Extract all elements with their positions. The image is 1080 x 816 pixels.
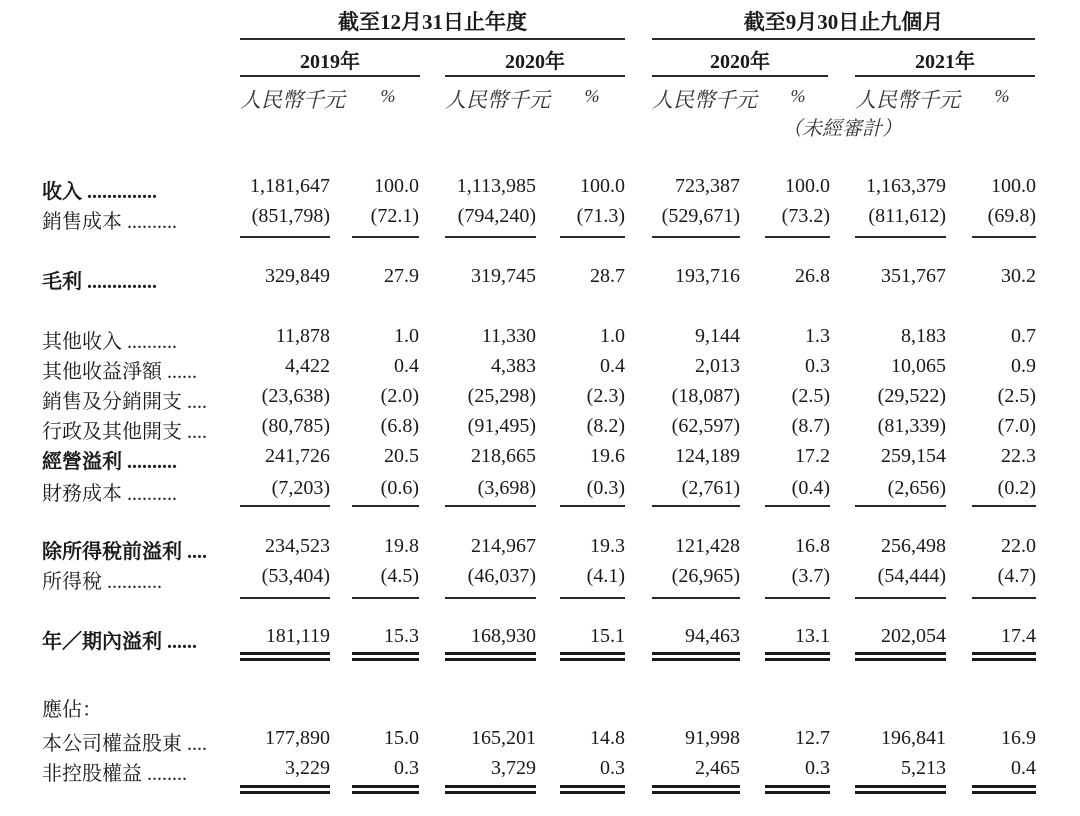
percent-cell: 22.0 (1001, 535, 1036, 557)
subtotal-rule (445, 236, 536, 238)
amount-cell: (81,339) (877, 415, 946, 437)
row-label: 應佔： (42, 699, 102, 721)
amount-cell: 10,065 (891, 355, 946, 377)
row-label: 銷售及分銷開支 .... (42, 391, 207, 413)
period-header-annual: 截至12月31日止年度 (338, 10, 527, 34)
amount-cell: (529,671) (661, 205, 740, 227)
amount-cell: (29,522) (877, 385, 946, 407)
unaudited-note: （未經審計） (782, 118, 902, 140)
percent-cell: (6.8) (380, 415, 419, 437)
year-header-2020-nine-months: 2020年 (710, 51, 770, 73)
subtotal-rule (240, 597, 330, 599)
pct-label: % (380, 86, 396, 106)
amount-cell: 5,213 (901, 757, 946, 779)
amount-cell: 165,201 (471, 727, 536, 749)
amount-cell: 2,465 (695, 757, 740, 779)
subtotal-rule (240, 236, 330, 238)
percent-cell: 13.1 (795, 625, 830, 647)
unit-label: 人民幣千元 (855, 88, 960, 112)
percent-cell: (0.6) (380, 477, 419, 499)
amount-cell: (53,404) (261, 565, 330, 587)
amount-cell: 4,383 (491, 355, 536, 377)
row-label: 財務成本 .......... (42, 483, 177, 505)
subtotal-rule (972, 505, 1036, 507)
unit-label: 人民幣千元 (240, 88, 345, 112)
total-double-rule (855, 785, 946, 794)
total-double-rule (765, 785, 830, 794)
row-label: 非控股權益 ........ (42, 763, 187, 785)
amount-cell: 9,144 (695, 325, 740, 347)
total-double-rule (445, 652, 536, 661)
subtotal-rule (445, 505, 536, 507)
percent-cell: 0.3 (394, 757, 419, 779)
subtotal-rule (652, 597, 740, 599)
percent-cell: 100.0 (991, 175, 1036, 197)
percent-cell: (69.8) (987, 205, 1036, 227)
period-header-nine-months: 截至9月30日止九個月 (743, 10, 944, 34)
amount-cell: 202,054 (881, 625, 946, 647)
total-double-rule (560, 785, 625, 794)
amount-cell: (811,612) (868, 205, 946, 227)
subtotal-rule (855, 597, 946, 599)
percent-cell: 1.3 (805, 325, 830, 347)
row-label: 年／期內溢利 ...... (42, 631, 197, 653)
amount-cell: 2,013 (695, 355, 740, 377)
percent-cell: 16.8 (795, 535, 830, 557)
amount-cell: 259,154 (881, 445, 946, 467)
amount-cell: 329,849 (265, 265, 330, 287)
amount-cell: 3,729 (491, 757, 536, 779)
year-rule (855, 75, 1035, 77)
percent-cell: 0.4 (1011, 757, 1036, 779)
percent-cell: 0.4 (600, 355, 625, 377)
subtotal-rule (765, 505, 830, 507)
amount-cell: (54,444) (877, 565, 946, 587)
total-double-rule (765, 652, 830, 661)
percent-cell: (71.3) (576, 205, 625, 227)
row-label: 毛利 .............. (42, 271, 157, 293)
amount-cell: (851,798) (251, 205, 330, 227)
percent-cell: (2.5) (791, 385, 830, 407)
amount-cell: 3,229 (285, 757, 330, 779)
percent-cell: (3.7) (791, 565, 830, 587)
row-label: 收入 .............. (42, 181, 157, 203)
percent-cell: 12.7 (795, 727, 830, 749)
amount-cell: (91,495) (467, 415, 536, 437)
period-rule-annual (240, 38, 625, 40)
subtotal-rule (972, 236, 1036, 238)
amount-cell: (2,656) (887, 477, 946, 499)
percent-cell: 17.4 (1001, 625, 1036, 647)
subtotal-rule (445, 597, 536, 599)
total-double-rule (652, 652, 740, 661)
subtotal-rule (352, 597, 419, 599)
total-double-rule (352, 652, 419, 661)
total-double-rule (240, 785, 330, 794)
amount-cell: 193,716 (675, 265, 740, 287)
amount-cell: (18,087) (671, 385, 740, 407)
subtotal-rule (855, 236, 946, 238)
percent-cell: 1.0 (394, 325, 419, 347)
total-double-rule (972, 785, 1036, 794)
percent-cell: (2.5) (997, 385, 1036, 407)
year-header-2019: 2019年 (300, 51, 360, 73)
amount-cell: 1,181,647 (250, 175, 330, 197)
unit-label: 人民幣千元 (652, 88, 757, 112)
percent-cell: 17.2 (795, 445, 830, 467)
subtotal-rule (855, 505, 946, 507)
percent-cell: 19.6 (590, 445, 625, 467)
row-label: 其他收入 .......... (42, 331, 177, 353)
subtotal-rule (560, 505, 625, 507)
year-rule (240, 75, 420, 77)
percent-cell: 20.5 (384, 445, 419, 467)
unit-label: 人民幣千元 (445, 88, 550, 112)
amount-cell: (2,761) (681, 477, 740, 499)
amount-cell: 319,745 (471, 265, 536, 287)
row-label: 經營溢利 .......... (42, 451, 177, 473)
percent-cell: (72.1) (370, 205, 419, 227)
subtotal-rule (765, 597, 830, 599)
percent-cell: 100.0 (374, 175, 419, 197)
subtotal-rule (352, 505, 419, 507)
pct-label: % (790, 86, 806, 106)
amount-cell: (62,597) (671, 415, 740, 437)
percent-cell: (4.1) (586, 565, 625, 587)
amount-cell: 234,523 (265, 535, 330, 557)
subtotal-rule (240, 505, 330, 507)
percent-cell: 0.3 (600, 757, 625, 779)
amount-cell: 1,113,985 (456, 175, 536, 197)
amount-cell: 351,767 (881, 265, 946, 287)
percent-cell: (73.2) (781, 205, 830, 227)
percent-cell: 100.0 (580, 175, 625, 197)
amount-cell: 124,189 (675, 445, 740, 467)
subtotal-rule (352, 236, 419, 238)
year-rule (445, 75, 625, 77)
row-label: 行政及其他開支 .... (42, 421, 207, 443)
pct-label: % (584, 86, 600, 106)
percent-cell: 30.2 (1001, 265, 1036, 287)
percent-cell: 19.3 (590, 535, 625, 557)
percent-cell: (8.2) (586, 415, 625, 437)
subtotal-rule (560, 597, 625, 599)
amount-cell: (26,965) (671, 565, 740, 587)
amount-cell: 94,463 (685, 625, 740, 647)
row-label: 除所得稅前溢利 .... (42, 541, 207, 563)
amount-cell: 11,330 (481, 325, 536, 347)
amount-cell: (80,785) (261, 415, 330, 437)
percent-cell: (4.7) (997, 565, 1036, 587)
percent-cell: 16.9 (1001, 727, 1036, 749)
amount-cell: 214,967 (471, 535, 536, 557)
percent-cell: (8.7) (791, 415, 830, 437)
amount-cell: 218,665 (471, 445, 536, 467)
pct-label: % (994, 86, 1010, 106)
amount-cell: (46,037) (467, 565, 536, 587)
total-double-rule (652, 785, 740, 794)
total-double-rule (445, 785, 536, 794)
percent-cell: 27.9 (384, 265, 419, 287)
amount-cell: 256,498 (881, 535, 946, 557)
amount-cell: 177,890 (265, 727, 330, 749)
total-double-rule (972, 652, 1036, 661)
subtotal-rule (560, 236, 625, 238)
percent-cell: (0.4) (791, 477, 830, 499)
percent-cell: (0.2) (997, 477, 1036, 499)
percent-cell: (0.3) (586, 477, 625, 499)
percent-cell: 15.0 (384, 727, 419, 749)
total-double-rule (560, 652, 625, 661)
amount-cell: 723,387 (675, 175, 740, 197)
percent-cell: 0.3 (805, 757, 830, 779)
year-rule (652, 75, 828, 77)
subtotal-rule (765, 236, 830, 238)
row-label: 本公司權益股東 .... (42, 733, 207, 755)
percent-cell: 28.7 (590, 265, 625, 287)
percent-cell: 22.3 (1001, 445, 1036, 467)
percent-cell: (2.0) (380, 385, 419, 407)
percent-cell: 1.0 (600, 325, 625, 347)
total-double-rule (240, 652, 330, 661)
percent-cell: (4.5) (380, 565, 419, 587)
amount-cell: 8,183 (901, 325, 946, 347)
percent-cell: 14.8 (590, 727, 625, 749)
amount-cell: (7,203) (271, 477, 330, 499)
percent-cell: (2.3) (586, 385, 625, 407)
percent-cell: 15.3 (384, 625, 419, 647)
amount-cell: (794,240) (457, 205, 536, 227)
subtotal-rule (972, 597, 1036, 599)
year-header-2021: 2021年 (915, 51, 975, 73)
percent-cell: 0.9 (1011, 355, 1036, 377)
amount-cell: 241,726 (265, 445, 330, 467)
percent-cell: 26.8 (795, 265, 830, 287)
percent-cell: (7.0) (997, 415, 1036, 437)
row-label: 銷售成本 .......... (42, 211, 177, 233)
subtotal-rule (652, 236, 740, 238)
amount-cell: 1,163,379 (866, 175, 946, 197)
percent-cell: 100.0 (785, 175, 830, 197)
amount-cell: 196,841 (881, 727, 946, 749)
amount-cell: (25,298) (467, 385, 536, 407)
amount-cell: (23,638) (261, 385, 330, 407)
amount-cell: 4,422 (285, 355, 330, 377)
year-header-2020-annual: 2020年 (505, 51, 565, 73)
amount-cell: 168,930 (471, 625, 536, 647)
percent-cell: 0.4 (394, 355, 419, 377)
percent-cell: 0.3 (805, 355, 830, 377)
period-rule-nine-months (652, 38, 1035, 40)
total-double-rule (855, 652, 946, 661)
row-label: 其他收益淨額 ...... (42, 361, 197, 383)
row-label: 所得稅 ........... (42, 571, 162, 593)
percent-cell: 0.7 (1011, 325, 1036, 347)
amount-cell: 181,119 (265, 625, 330, 647)
amount-cell: 121,428 (675, 535, 740, 557)
amount-cell: (3,698) (477, 477, 536, 499)
amount-cell: 11,878 (275, 325, 330, 347)
percent-cell: 19.8 (384, 535, 419, 557)
amount-cell: 91,998 (685, 727, 740, 749)
total-double-rule (352, 785, 419, 794)
percent-cell: 15.1 (590, 625, 625, 647)
subtotal-rule (652, 505, 740, 507)
